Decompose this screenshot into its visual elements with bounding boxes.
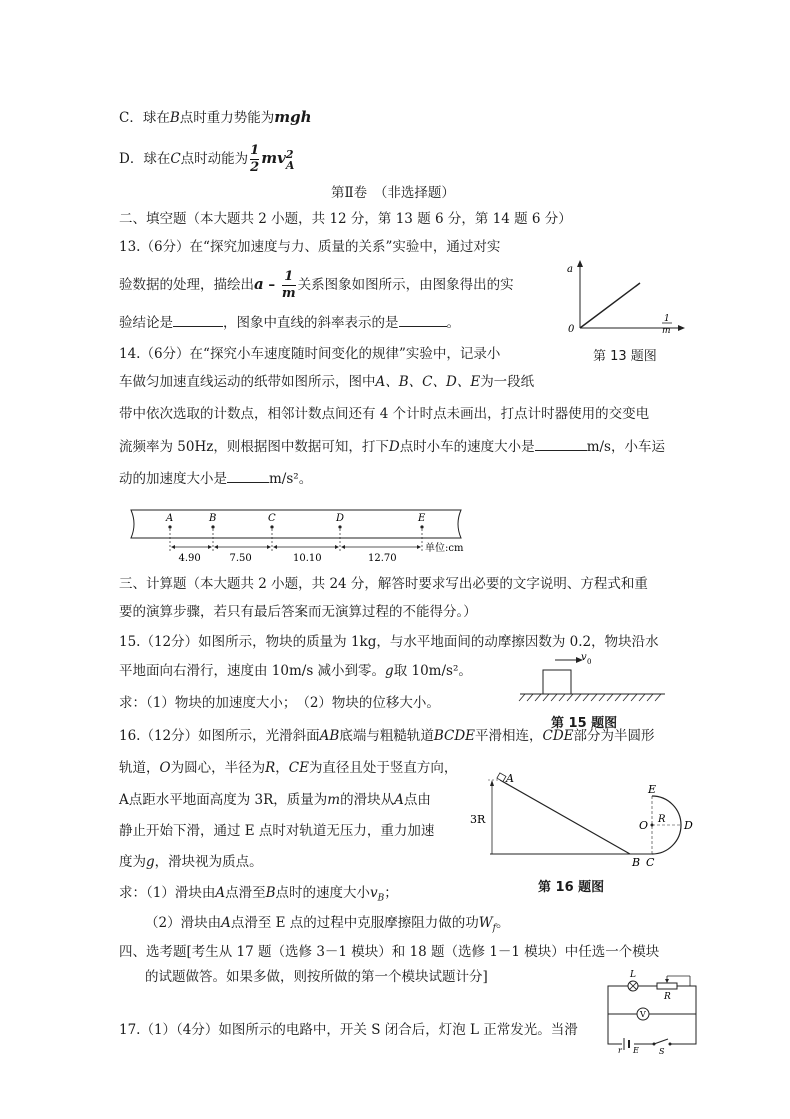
q14-tape [125,505,475,567]
tape-dot [168,525,171,528]
label-d: D [684,819,693,832]
q16-line2: 轨道，O为圆心，半径为R，CE为直径且处于竖直方向， [119,760,458,776]
label-height: 3R [470,813,486,826]
tape-dot [270,525,273,528]
axis-x-den: m [662,326,671,336]
calc-header-1: 三、计算题（本大题共 2 小题，共 24 分，解答时要求写出必要的文字说明、方程式和重 [119,576,648,592]
ground-hatch [655,694,661,701]
label-s: S [659,1047,665,1054]
label-r: R [664,992,671,1002]
label-c: C [646,856,655,868]
tape-dot [420,525,423,528]
origin-label: 0 [568,324,575,335]
distance-label: 7.50 [229,553,252,564]
tape-dot [211,525,214,528]
ground-hatch [639,694,645,701]
q17-circuit [602,968,702,1054]
q15-line3: 求：（1）物块的加速度大小； （2）物块的位移大小。 [119,695,440,711]
distance-label: 4.90 [178,553,201,564]
q15-line2: 平地面向右滑行，速度由 10m/s 减小到零。g取 10m/s²。 [119,663,472,679]
q13-line3: 验结论是 ，图象中直线的斜率表示的是 。 [119,315,460,331]
label-b: B [632,856,641,868]
q14-line4: 流频率为 50Hz，则根据图中数据可知，打下D点时小车的速度大小是 m/s，小车运 [119,439,665,455]
label-r-internal: r [618,1046,622,1054]
ground-hatch [543,694,549,701]
label-a: A [506,772,514,785]
section-title: 第Ⅱ卷 （非选择题） [331,185,455,201]
label-o: O [639,819,649,832]
q13-graph [560,258,690,338]
resistor-icon [657,983,677,989]
option-c: C．球在B点时重力势能为mgh [119,108,312,126]
q14-line5: 动的加速度大小是 m/s²。 [119,471,313,487]
distance-label: 10.10 [293,553,322,564]
q14-line3: 带中依次选取的计数点，相邻计数点间还有 4 个计时点未画出，打点计时器使用的交变电 [119,406,650,422]
ground-hatch [647,694,653,701]
ground-hatch [583,694,589,701]
ground-hatch [615,694,621,701]
block [543,670,571,694]
tape-point-label: A [166,513,174,524]
label-r: R [658,814,666,825]
q16-line6: 求：（1）滑块由A点滑至B点时的速度大小$v_B$； [119,885,398,904]
q16-line4: 静止开始下滑，通过 E 点时对轨道无压力，重力加速 [119,823,435,839]
distance-label: 12.70 [368,553,397,564]
q16-figure [470,768,730,868]
velocity-sub: 0 [587,658,592,666]
answer-blank[interactable] [535,437,587,451]
q16-line5: 度为g，滑块视为质点。 [119,854,263,870]
q16-line3: A点距水平地面高度为 3R，质量为m的滑块从A点由 [119,792,431,808]
ground-hatch [519,694,525,701]
tape-point-label: B [209,513,217,524]
unit-label: 单位:cm [425,543,464,554]
q16-line7: （2）滑块由A点滑至 E 点的过程中克服摩擦阻力做的功$W_f$。 [145,915,510,934]
incline [500,780,630,854]
tape-point-label: E [418,513,426,524]
ground-hatch [623,694,629,701]
ground-hatch [631,694,637,701]
tape-point-label: D [336,513,345,524]
ground-hatch [575,694,581,701]
semicircle-track [652,796,681,854]
q13-line2: 验数据的处理，描绘出a – $\frac{1}{m}$ 关系图象如图所示，由图象得出的实 [119,269,514,301]
ground-hatch [591,694,597,701]
q15-caption: 第 15 题图 [551,716,618,731]
axis-x-num: 1 [664,314,670,324]
label-e: E [648,783,657,796]
q16-caption: 第 16 题图 [538,880,605,895]
q13-caption: 第 13 题图 [593,349,657,364]
q17-line1: 17.（1）（4分）如图所示的电路中，开关 S 闭合后，灯泡 L 正常发光。当滑 [119,1022,578,1038]
ground-hatch [607,694,613,701]
ground-hatch [599,694,605,701]
tape-point-label: C [268,513,276,524]
fill-header: 二、填空题（本大题共 2 小题，共 12 分，第 13 题 6 分，第 14 题 6 分） [119,211,572,227]
tape-dot [338,525,341,528]
q13-line1: 13.（6分）在“探究加速度与力、质量的关系”实验中，通过对实 [119,239,501,255]
velocity-label: v [581,652,587,663]
option-d: D．球在C点时动能为 $\frac{1}{2}$ mv 2 A [119,143,295,175]
q14-line2: 车做匀加速直线运动的纸带如图所示，图中A、B、C、D、E为一段纸 [119,374,535,390]
axis-y-label: a [567,264,573,275]
elective-header-2: 的试题做答。如果多做，则按所做的第一个模块试题计分] [145,969,488,985]
graph-line [580,283,640,328]
ground-hatch [559,694,565,701]
label-v: V [640,1010,646,1019]
q16-line1: 16.（12分）如图所示，光滑斜面AB底端与粗糙轨道BCDE平滑相连，CDE部分为半圆形 [119,728,655,744]
label-e: E [633,1046,639,1054]
answer-blank[interactable] [399,313,447,327]
ground-hatch [551,694,557,701]
elective-header-1: 四、选考题[考生从 17 题（选修 3－1 模块）和 18 题（选修 1－1 模块）中任选一个模块 [119,944,660,960]
ground-hatch [535,694,541,701]
calc-header-2: 要的演算步骤，若只有最后答案而无演算过程的不能得分。） [119,604,477,620]
q15-figure [515,650,675,710]
q14-line1: 14.（6分）在“探究小车速度随时间变化的规律”实验中，记录小 [119,346,501,362]
slider-block [497,773,506,782]
answer-blank[interactable] [227,469,269,483]
label-l: L [630,970,636,980]
answer-blank[interactable] [173,313,223,327]
q15-line1: 15.（12分）如图所示，物块的质量为 1kg，与水平地面间的动摩擦因数为 0.2，物块沿水 [119,634,659,650]
ground-hatch [527,694,533,701]
ground-hatch [567,694,573,701]
